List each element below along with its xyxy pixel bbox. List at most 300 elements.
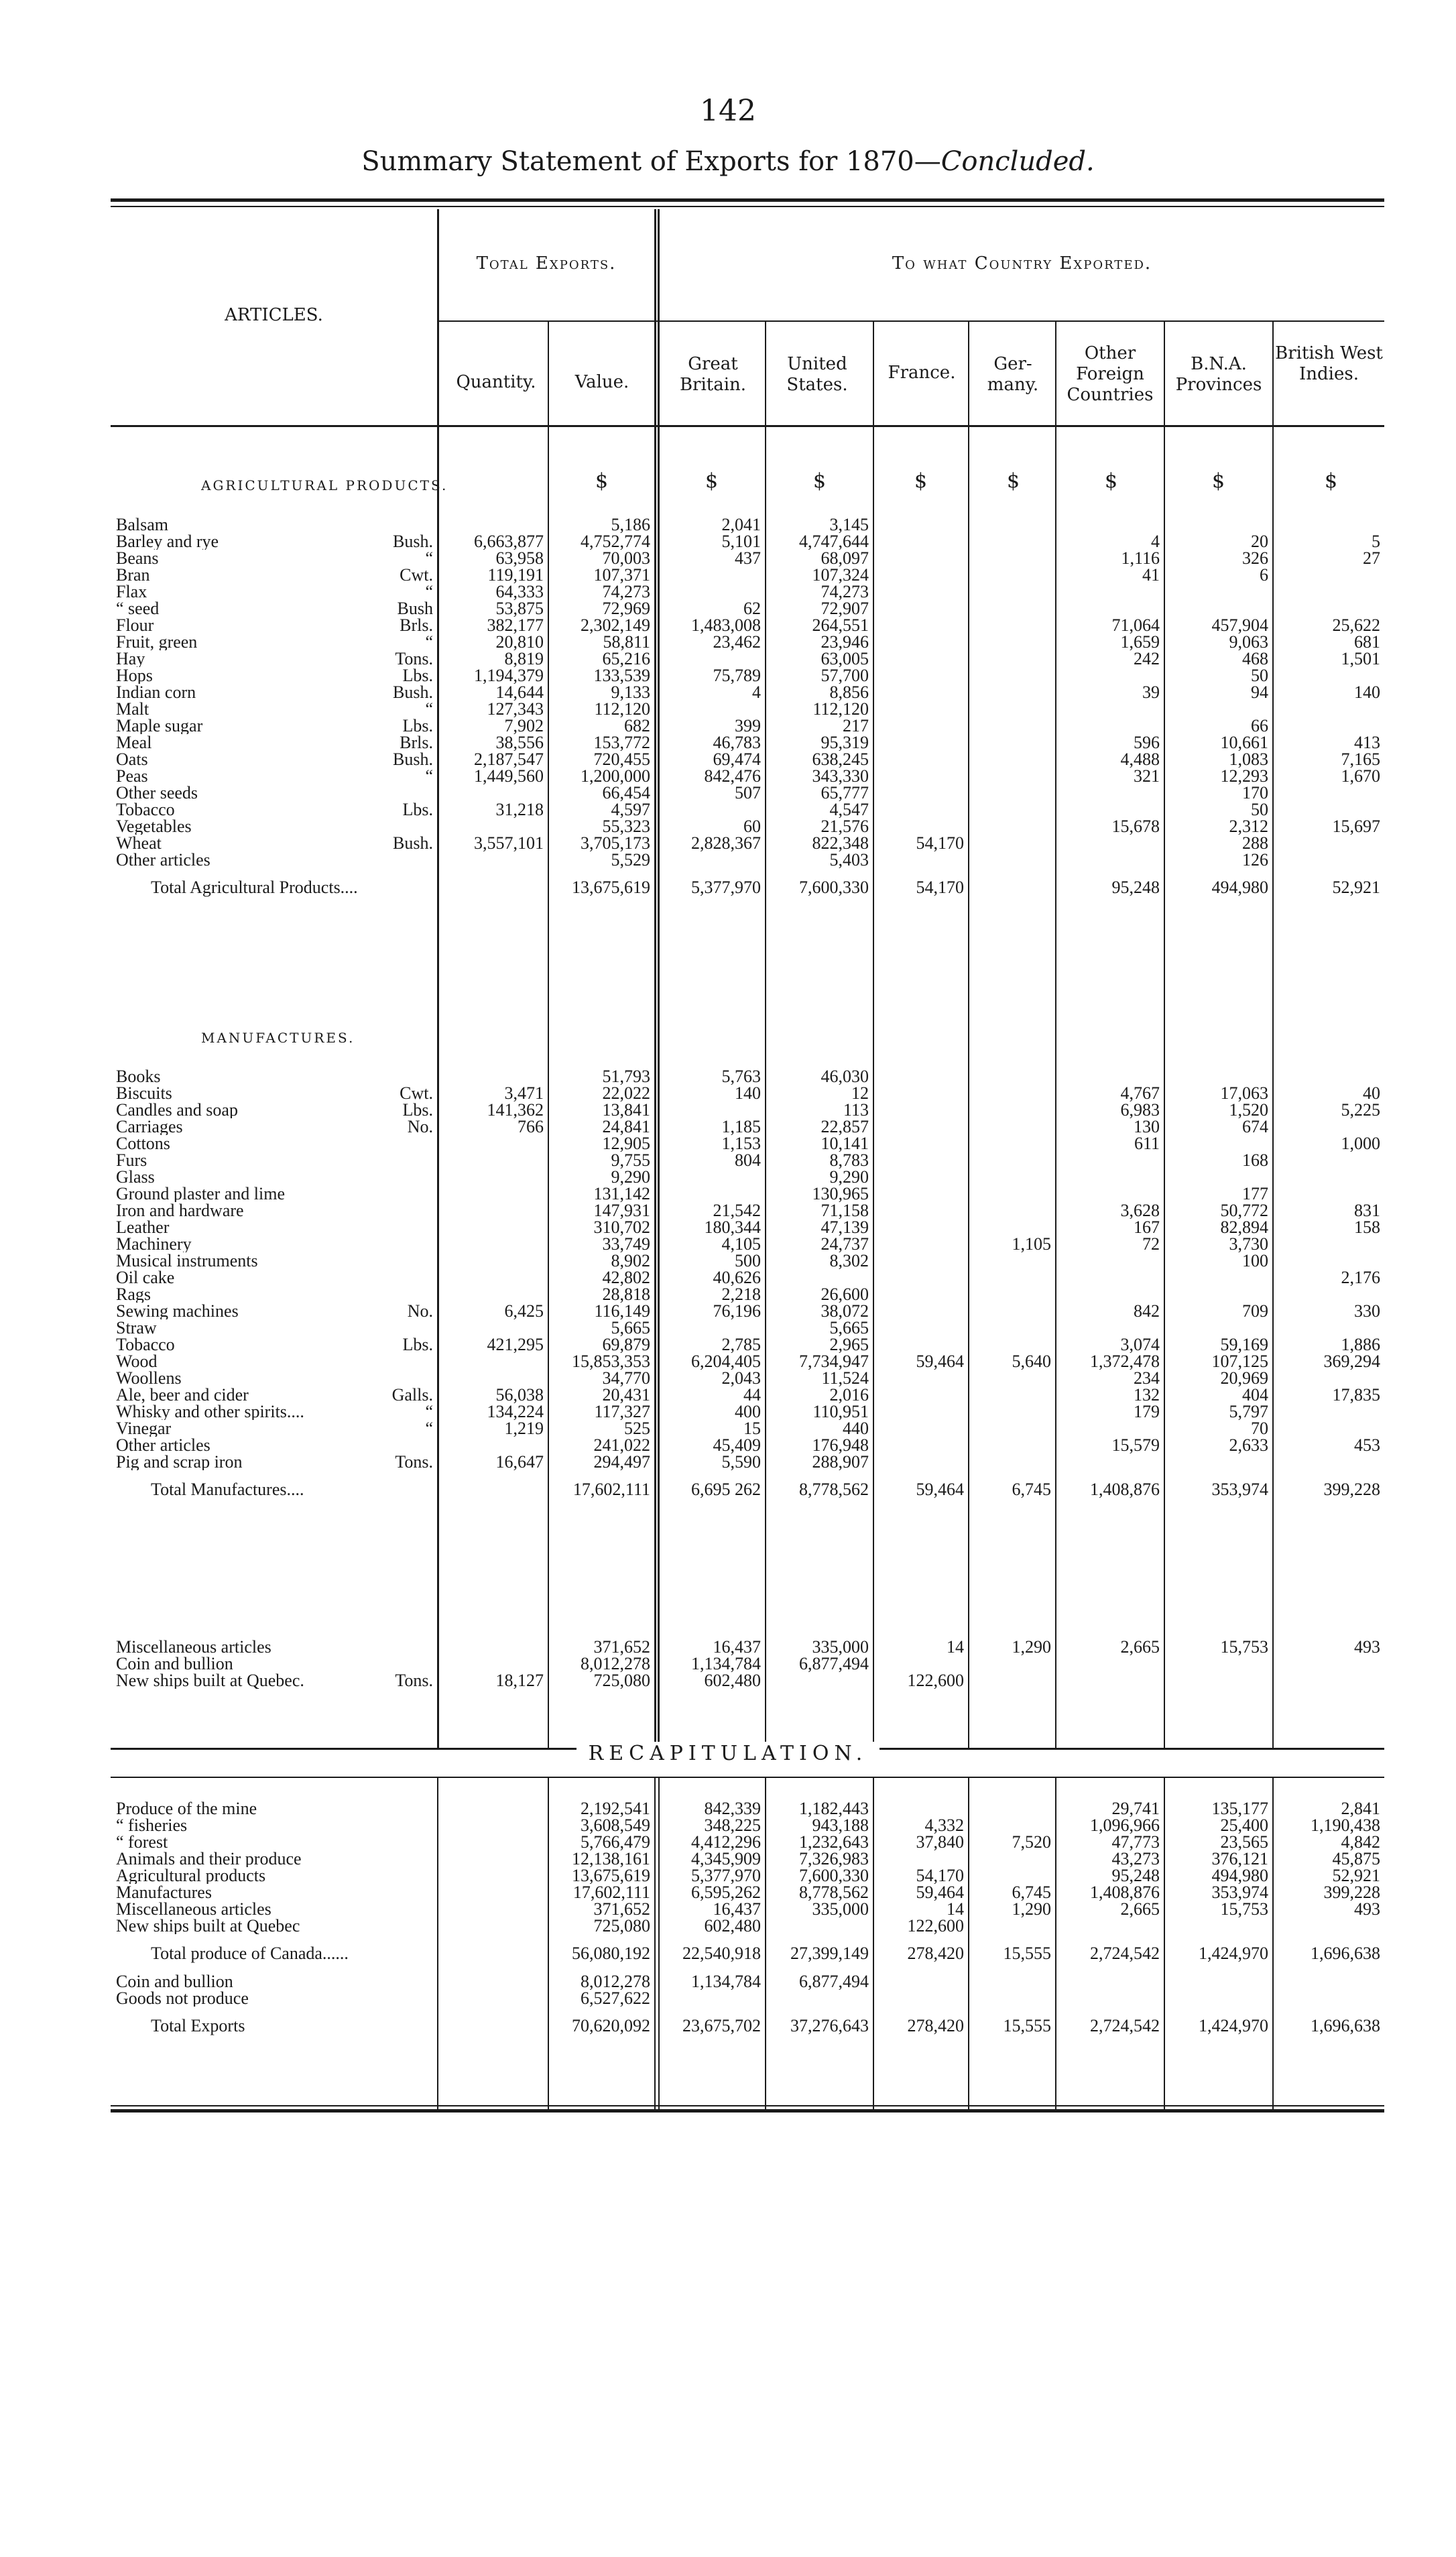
article-cell xyxy=(111,818,437,835)
cell-ge xyxy=(968,1990,1055,2007)
article-name: Miscellaneous articles xyxy=(116,1639,271,1655)
article-name: Indian corn xyxy=(116,684,196,701)
table-row xyxy=(111,634,1384,650)
article-name: Animals and their produce xyxy=(116,1850,302,1867)
article-unit: Cwt. xyxy=(400,567,433,583)
cell-ge: 15,555 xyxy=(1003,2016,1051,2035)
cell-of: 41 xyxy=(1142,567,1160,583)
cell-gb: 842,476 xyxy=(704,768,761,784)
cell-v: 74,273 xyxy=(602,583,650,600)
cell-bwi xyxy=(1272,1286,1384,1303)
cell-bwi: 1,190,438 xyxy=(1311,1817,1380,1834)
article-name: Flax xyxy=(116,583,147,600)
article-unit: “ xyxy=(425,768,433,784)
cell-ge xyxy=(968,1386,1055,1403)
cell-bna xyxy=(1164,1286,1272,1303)
cell-gb: 62 xyxy=(743,600,761,617)
table-row xyxy=(111,1817,1384,1834)
cell-ge xyxy=(968,600,1055,617)
cell-fr xyxy=(873,851,968,868)
cell-gb xyxy=(654,701,765,717)
cell-ge xyxy=(968,1269,1055,1286)
article-cell xyxy=(111,1336,437,1353)
cell-v: 682 xyxy=(624,717,650,734)
cell-us: 440 xyxy=(843,1420,869,1437)
article-name: Furs xyxy=(116,1152,147,1169)
article-name: Fruit, green xyxy=(116,634,198,650)
cell-gb xyxy=(654,567,765,583)
cell-q xyxy=(437,1236,548,1252)
cell-gb: 1,153 xyxy=(721,1135,761,1152)
cell-gb: 22,540,918 xyxy=(682,1944,761,1963)
cell-fr xyxy=(873,684,968,701)
article-unit: Brls. xyxy=(400,617,433,634)
cell-of: 95,248 xyxy=(1111,1867,1160,1884)
cell-fr xyxy=(873,717,968,734)
article-cell xyxy=(111,650,437,667)
col-quantity: Quantity. xyxy=(456,372,536,392)
cell-us: 335,000 xyxy=(812,1639,869,1655)
table-row xyxy=(111,516,1384,533)
cell-gb: 1,483,008 xyxy=(691,617,761,634)
article-cell xyxy=(111,851,437,868)
article-unit: Lbs. xyxy=(402,1102,433,1118)
cell-bwi xyxy=(1272,1655,1384,1672)
cell-v: 4,752,774 xyxy=(581,533,650,550)
section-manufactures: MANUFACTURES. xyxy=(201,1030,355,1046)
article-unit: Brls. xyxy=(400,734,433,751)
cell-of xyxy=(1055,516,1164,533)
cell-v: 66,454 xyxy=(602,784,650,801)
cell-fr xyxy=(873,1850,968,1867)
cell-fr xyxy=(873,818,968,835)
article-name: New ships built at Quebec xyxy=(116,1917,300,1934)
article-unit: Bush. xyxy=(393,684,433,701)
article-unit: “ xyxy=(425,634,433,650)
cell-of: 179 xyxy=(1134,1403,1160,1420)
article-cell xyxy=(111,1420,437,1437)
cell-bwi: 1,886 xyxy=(1341,1336,1380,1353)
cell-ge xyxy=(968,1286,1055,1303)
cell-us: 22,857 xyxy=(821,1118,869,1135)
cell-v: 725,080 xyxy=(593,1917,650,1934)
cell-gb: 1,185 xyxy=(721,1118,761,1135)
cell-fr xyxy=(873,1269,968,1286)
cell-bwi xyxy=(1272,701,1384,717)
cell-q: 3,471 xyxy=(504,1085,544,1102)
cell-v: 116,149 xyxy=(594,1303,650,1319)
cell-q xyxy=(437,851,548,868)
cell-ge xyxy=(968,617,1055,634)
cell-gb: 2,218 xyxy=(721,1286,761,1303)
cell-us: 5,403 xyxy=(829,851,869,868)
cell-us: 2,965 xyxy=(829,1336,869,1353)
cell-bna: 9,063 xyxy=(1229,634,1268,650)
article-cell xyxy=(111,516,437,533)
article-cell xyxy=(111,533,437,550)
cell-fr xyxy=(873,1102,968,1118)
cell-bwi xyxy=(1272,600,1384,617)
table-row xyxy=(111,784,1384,801)
article-cell xyxy=(111,1219,437,1236)
col-germany: Ger-many. xyxy=(987,354,1039,395)
cell-gb: 4,412,296 xyxy=(691,1834,761,1850)
table-row xyxy=(111,701,1384,717)
cell-gb: 1,134,784 xyxy=(691,1973,761,1990)
cell-bwi: 1,000 xyxy=(1341,1135,1380,1152)
recap-title: RECAPITULATION. xyxy=(0,1742,1456,1765)
article-cell xyxy=(111,617,437,634)
table-row xyxy=(111,851,1384,868)
cell-ge xyxy=(968,1152,1055,1169)
cell-ge xyxy=(968,1219,1055,1236)
article-cell xyxy=(111,801,437,818)
cell-fr: 59,464 xyxy=(916,1480,964,1499)
article-cell xyxy=(111,1834,437,1850)
cell-v: 2,302,149 xyxy=(581,617,650,634)
cell-gb: 5,101 xyxy=(721,533,761,550)
cell-of xyxy=(1055,1420,1164,1437)
table-row xyxy=(111,801,1384,818)
cell-of: 4,488 xyxy=(1120,751,1160,768)
cell-fr xyxy=(873,1185,968,1202)
article-name: Manufactures xyxy=(116,1884,212,1901)
cell-q: 63,958 xyxy=(495,550,544,567)
table-row xyxy=(111,1102,1384,1118)
cell-q xyxy=(437,1934,548,1973)
cell-fr xyxy=(873,533,968,550)
cell-v: 147,931 xyxy=(593,1202,650,1219)
cell-of xyxy=(1055,1169,1164,1185)
cell-q: 7,902 xyxy=(504,717,544,734)
cell-ge: 1,105 xyxy=(1012,1236,1051,1252)
header-to-what-country: To what Country Exported. xyxy=(892,253,1152,274)
cell-v: 24,841 xyxy=(602,1118,650,1135)
cell-bwi xyxy=(1272,1319,1384,1336)
table-row xyxy=(111,1185,1384,1202)
cell-us: 57,700 xyxy=(821,667,869,684)
cell-bna xyxy=(1164,1169,1272,1185)
cell-q: 766 xyxy=(518,1118,544,1135)
cell-v: 56,080,192 xyxy=(572,1944,650,1963)
cell-v: 5,665 xyxy=(611,1319,650,1336)
cell-bwi xyxy=(1272,667,1384,684)
table-row xyxy=(111,1219,1384,1236)
cell-of: 2,724,542 xyxy=(1090,2016,1160,2035)
article-name: Hops xyxy=(116,667,153,684)
page-title xyxy=(0,146,1456,177)
cell-bna xyxy=(1164,1655,1272,1672)
cell-ge xyxy=(968,1800,1055,1817)
cell-v: 17,602,111 xyxy=(572,1884,650,1901)
table-row xyxy=(111,1135,1384,1152)
cell-of: 6,983 xyxy=(1120,1102,1160,1118)
article-name: “ forest xyxy=(116,1834,168,1850)
cell-bna: 376,121 xyxy=(1211,1850,1268,1867)
cell-fr xyxy=(873,1252,968,1269)
article-name: Vegetables xyxy=(116,818,192,835)
article-cell xyxy=(111,1202,437,1219)
cell-q xyxy=(437,784,548,801)
article-name: Cottons xyxy=(116,1135,170,1152)
cell-q: 16,647 xyxy=(495,1453,544,1470)
cell-us: 943,188 xyxy=(812,1817,869,1834)
article-name: Leather xyxy=(116,1219,170,1236)
cell-us: 95,319 xyxy=(821,734,869,751)
cell-v: 131,142 xyxy=(593,1185,650,1202)
cell-ge xyxy=(968,533,1055,550)
col-other-foreign: Other Foreign Countries xyxy=(1067,343,1154,405)
cell-of xyxy=(1055,1973,1164,1990)
cell-fr: 54,170 xyxy=(916,878,964,897)
cell-ge xyxy=(968,1403,1055,1420)
table-row xyxy=(111,684,1384,701)
table-row xyxy=(111,1269,1384,1286)
cell-q: 8,819 xyxy=(504,650,544,667)
cell-gb xyxy=(654,801,765,818)
article-name: Coin and bullion xyxy=(116,1973,233,1990)
cell-gb xyxy=(654,1169,765,1185)
cell-gb: 6,595,262 xyxy=(691,1884,761,1901)
cell-bwi: 52,921 xyxy=(1332,1867,1380,1884)
cell-ge: 5,640 xyxy=(1012,1353,1051,1370)
manufactures-table xyxy=(111,1068,1384,1509)
cell-gb: 180,344 xyxy=(704,1219,761,1236)
cell-q xyxy=(437,1990,548,2007)
article-cell xyxy=(111,1850,437,1867)
cell-of: 71,064 xyxy=(1111,617,1160,634)
total-row xyxy=(111,1934,1384,1973)
cell-bna: 494,980 xyxy=(1211,878,1268,897)
cell-q xyxy=(437,1286,548,1303)
cell-ge xyxy=(968,734,1055,751)
cell-bwi: 5 xyxy=(1372,533,1380,550)
cell-fr: 14 xyxy=(947,1639,964,1655)
cell-gb: 6,204,405 xyxy=(691,1353,761,1370)
article-name: Other articles xyxy=(116,851,210,868)
article-name: Carriages xyxy=(116,1118,183,1135)
vrule-double xyxy=(654,209,660,1748)
cell-bwi: 45,875 xyxy=(1332,1850,1380,1867)
dollar-bna: $ xyxy=(1212,469,1225,493)
cell-bna xyxy=(1164,1269,1272,1286)
cell-us: 6,877,494 xyxy=(799,1655,869,1672)
cell-v: 310,702 xyxy=(593,1219,650,1236)
article-name: Coin and bullion xyxy=(116,1655,233,1672)
cell-bwi: 399,228 xyxy=(1323,1884,1380,1901)
cell-gb xyxy=(654,1319,765,1336)
cell-v: 28,818 xyxy=(602,1286,650,1303)
cell-q xyxy=(437,1068,548,1085)
cell-v: 17,602,111 xyxy=(572,1480,650,1499)
cell-of xyxy=(1055,1286,1164,1303)
cell-bna: 50 xyxy=(1251,801,1268,818)
article-name: “ seed xyxy=(116,600,160,617)
cell-fr: 278,420 xyxy=(907,1944,964,1963)
cell-gb: 60 xyxy=(743,818,761,835)
cell-us: 1,232,643 xyxy=(799,1834,869,1850)
cell-gb: 400 xyxy=(735,1403,761,1420)
cell-q: 6,425 xyxy=(504,1303,544,1319)
cell-bwi: 493 xyxy=(1354,1639,1380,1655)
article-unit: Tons. xyxy=(395,1453,433,1470)
cell-us xyxy=(765,1990,873,2007)
cell-v: 5,766,479 xyxy=(581,1834,650,1850)
article-name: Oats xyxy=(116,751,148,768)
cell-of: 4 xyxy=(1151,533,1160,550)
article-name: Peas xyxy=(116,768,148,784)
table-row xyxy=(111,717,1384,734)
cell-bwi xyxy=(1272,1252,1384,1269)
cell-gb: 16,437 xyxy=(713,1901,761,1917)
table-row xyxy=(111,1990,1384,2007)
cell-us: 9,290 xyxy=(829,1169,869,1185)
section-agricultural: AGRICULTURAL PRODUCTS. xyxy=(201,477,448,493)
article-name: Total Manufactures.... xyxy=(151,1480,304,1499)
cell-us: 343,330 xyxy=(812,768,869,784)
cell-v: 5,186 xyxy=(611,516,650,533)
article-cell xyxy=(111,1884,437,1901)
total-row xyxy=(111,1470,1384,1509)
cell-ge xyxy=(968,1420,1055,1437)
cell-us: 74,273 xyxy=(821,583,869,600)
cell-of xyxy=(1055,1068,1164,1085)
cell-v: 13,675,619 xyxy=(572,1867,650,1884)
cell-fr xyxy=(873,600,968,617)
cell-fr xyxy=(873,1800,968,1817)
table-row xyxy=(111,1303,1384,1319)
table-row xyxy=(111,550,1384,567)
cell-bna: 107,125 xyxy=(1211,1353,1268,1370)
cell-of: 611 xyxy=(1134,1135,1160,1152)
cell-v: 4,597 xyxy=(611,801,650,818)
article-cell xyxy=(111,1102,437,1118)
cell-fr xyxy=(873,1202,968,1219)
article-cell xyxy=(111,1252,437,1269)
article-cell xyxy=(111,1639,437,1655)
cell-fr xyxy=(873,617,968,634)
table-row xyxy=(111,583,1384,600)
cell-fr: 14 xyxy=(947,1901,964,1917)
cell-of: 2,665 xyxy=(1120,1639,1160,1655)
cell-ge xyxy=(968,1336,1055,1353)
cell-v: 13,841 xyxy=(602,1102,650,1118)
cell-v: 241,022 xyxy=(593,1437,650,1453)
cell-bna: 25,400 xyxy=(1220,1817,1268,1834)
cell-us: 65,777 xyxy=(821,784,869,801)
cell-ge xyxy=(968,751,1055,768)
cell-v: 720,455 xyxy=(593,751,650,768)
article-cell xyxy=(111,1303,437,1319)
cell-gb: 75,789 xyxy=(713,667,761,684)
cell-of xyxy=(1055,1990,1164,2007)
article-name: Wood xyxy=(116,1353,158,1370)
cell-q xyxy=(437,1252,548,1269)
cell-of: 4,767 xyxy=(1120,1085,1160,1102)
article-name: Goods not produce xyxy=(116,1990,249,2007)
cell-bna: 468 xyxy=(1242,650,1268,667)
cell-q xyxy=(437,1437,548,1453)
cell-fr xyxy=(873,516,968,533)
cell-of xyxy=(1055,1672,1164,1689)
article-unit: “ xyxy=(425,1420,433,1437)
article-unit: Lbs. xyxy=(402,717,433,734)
table-row xyxy=(111,1917,1384,1934)
article-name: Vinegar xyxy=(116,1420,172,1437)
cell-us: 176,948 xyxy=(812,1437,869,1453)
cell-of xyxy=(1055,583,1164,600)
cell-us: 8,778,562 xyxy=(799,1480,869,1499)
article-cell xyxy=(111,1068,437,1085)
cell-fr: 122,600 xyxy=(907,1917,964,1934)
cell-q: 1,219 xyxy=(504,1420,544,1437)
article-cell xyxy=(111,1453,437,1470)
cell-v: 371,652 xyxy=(593,1639,650,1655)
agricultural-block xyxy=(111,516,1384,907)
cell-bwi: 369,294 xyxy=(1323,1353,1380,1370)
cell-gb: 500 xyxy=(735,1252,761,1269)
title-concluded: Concluded. xyxy=(941,146,1095,177)
cell-of xyxy=(1055,717,1164,734)
article-name: Balsam xyxy=(116,516,168,533)
article-cell xyxy=(111,751,437,768)
article-cell xyxy=(111,2007,437,2045)
article-name: Beans xyxy=(116,550,159,567)
article-cell xyxy=(111,1353,437,1370)
article-cell xyxy=(111,1437,437,1453)
cell-of: 15,579 xyxy=(1111,1437,1160,1453)
cell-of: 72 xyxy=(1142,1236,1160,1252)
cell-bna: 6 xyxy=(1260,567,1268,583)
cell-of xyxy=(1055,1319,1164,1336)
cell-us: 638,245 xyxy=(812,751,869,768)
cell-us: 8,856 xyxy=(829,684,869,701)
table-row xyxy=(111,768,1384,784)
article-name: Produce of the mine xyxy=(116,1800,257,1817)
article-cell xyxy=(111,550,437,567)
cell-of xyxy=(1055,667,1164,684)
cell-fr xyxy=(873,550,968,567)
cell-ge: 6,745 xyxy=(1012,1480,1051,1499)
cell-us: 5,665 xyxy=(829,1319,869,1336)
cell-fr xyxy=(873,751,968,768)
article-cell xyxy=(111,1236,437,1252)
cell-of: 234 xyxy=(1134,1370,1160,1386)
article-name: Wheat xyxy=(116,835,162,851)
misc-block xyxy=(111,1639,1384,1689)
cell-fr: 59,464 xyxy=(916,1884,964,1901)
table-row xyxy=(111,1386,1384,1403)
cell-us: 24,737 xyxy=(821,1236,869,1252)
cell-bna: 353,974 xyxy=(1211,1884,1268,1901)
cell-fr xyxy=(873,768,968,784)
cell-of xyxy=(1055,1252,1164,1269)
article-cell xyxy=(111,1135,437,1152)
cell-fr: 54,170 xyxy=(916,835,964,851)
cell-bwi: 25,622 xyxy=(1332,617,1380,634)
cell-us: 71,158 xyxy=(821,1202,869,1219)
article-cell xyxy=(111,1800,437,1817)
cell-fr xyxy=(873,1370,968,1386)
cell-bwi: 1,696,638 xyxy=(1311,2016,1380,2035)
cell-of xyxy=(1055,835,1164,851)
cell-fr xyxy=(873,701,968,717)
bottom-rule xyxy=(111,2109,1384,2113)
cell-v: 69,879 xyxy=(602,1336,650,1353)
total-row xyxy=(111,868,1384,907)
cell-bna: 2,312 xyxy=(1229,818,1268,835)
article-unit: Bush xyxy=(397,600,433,617)
